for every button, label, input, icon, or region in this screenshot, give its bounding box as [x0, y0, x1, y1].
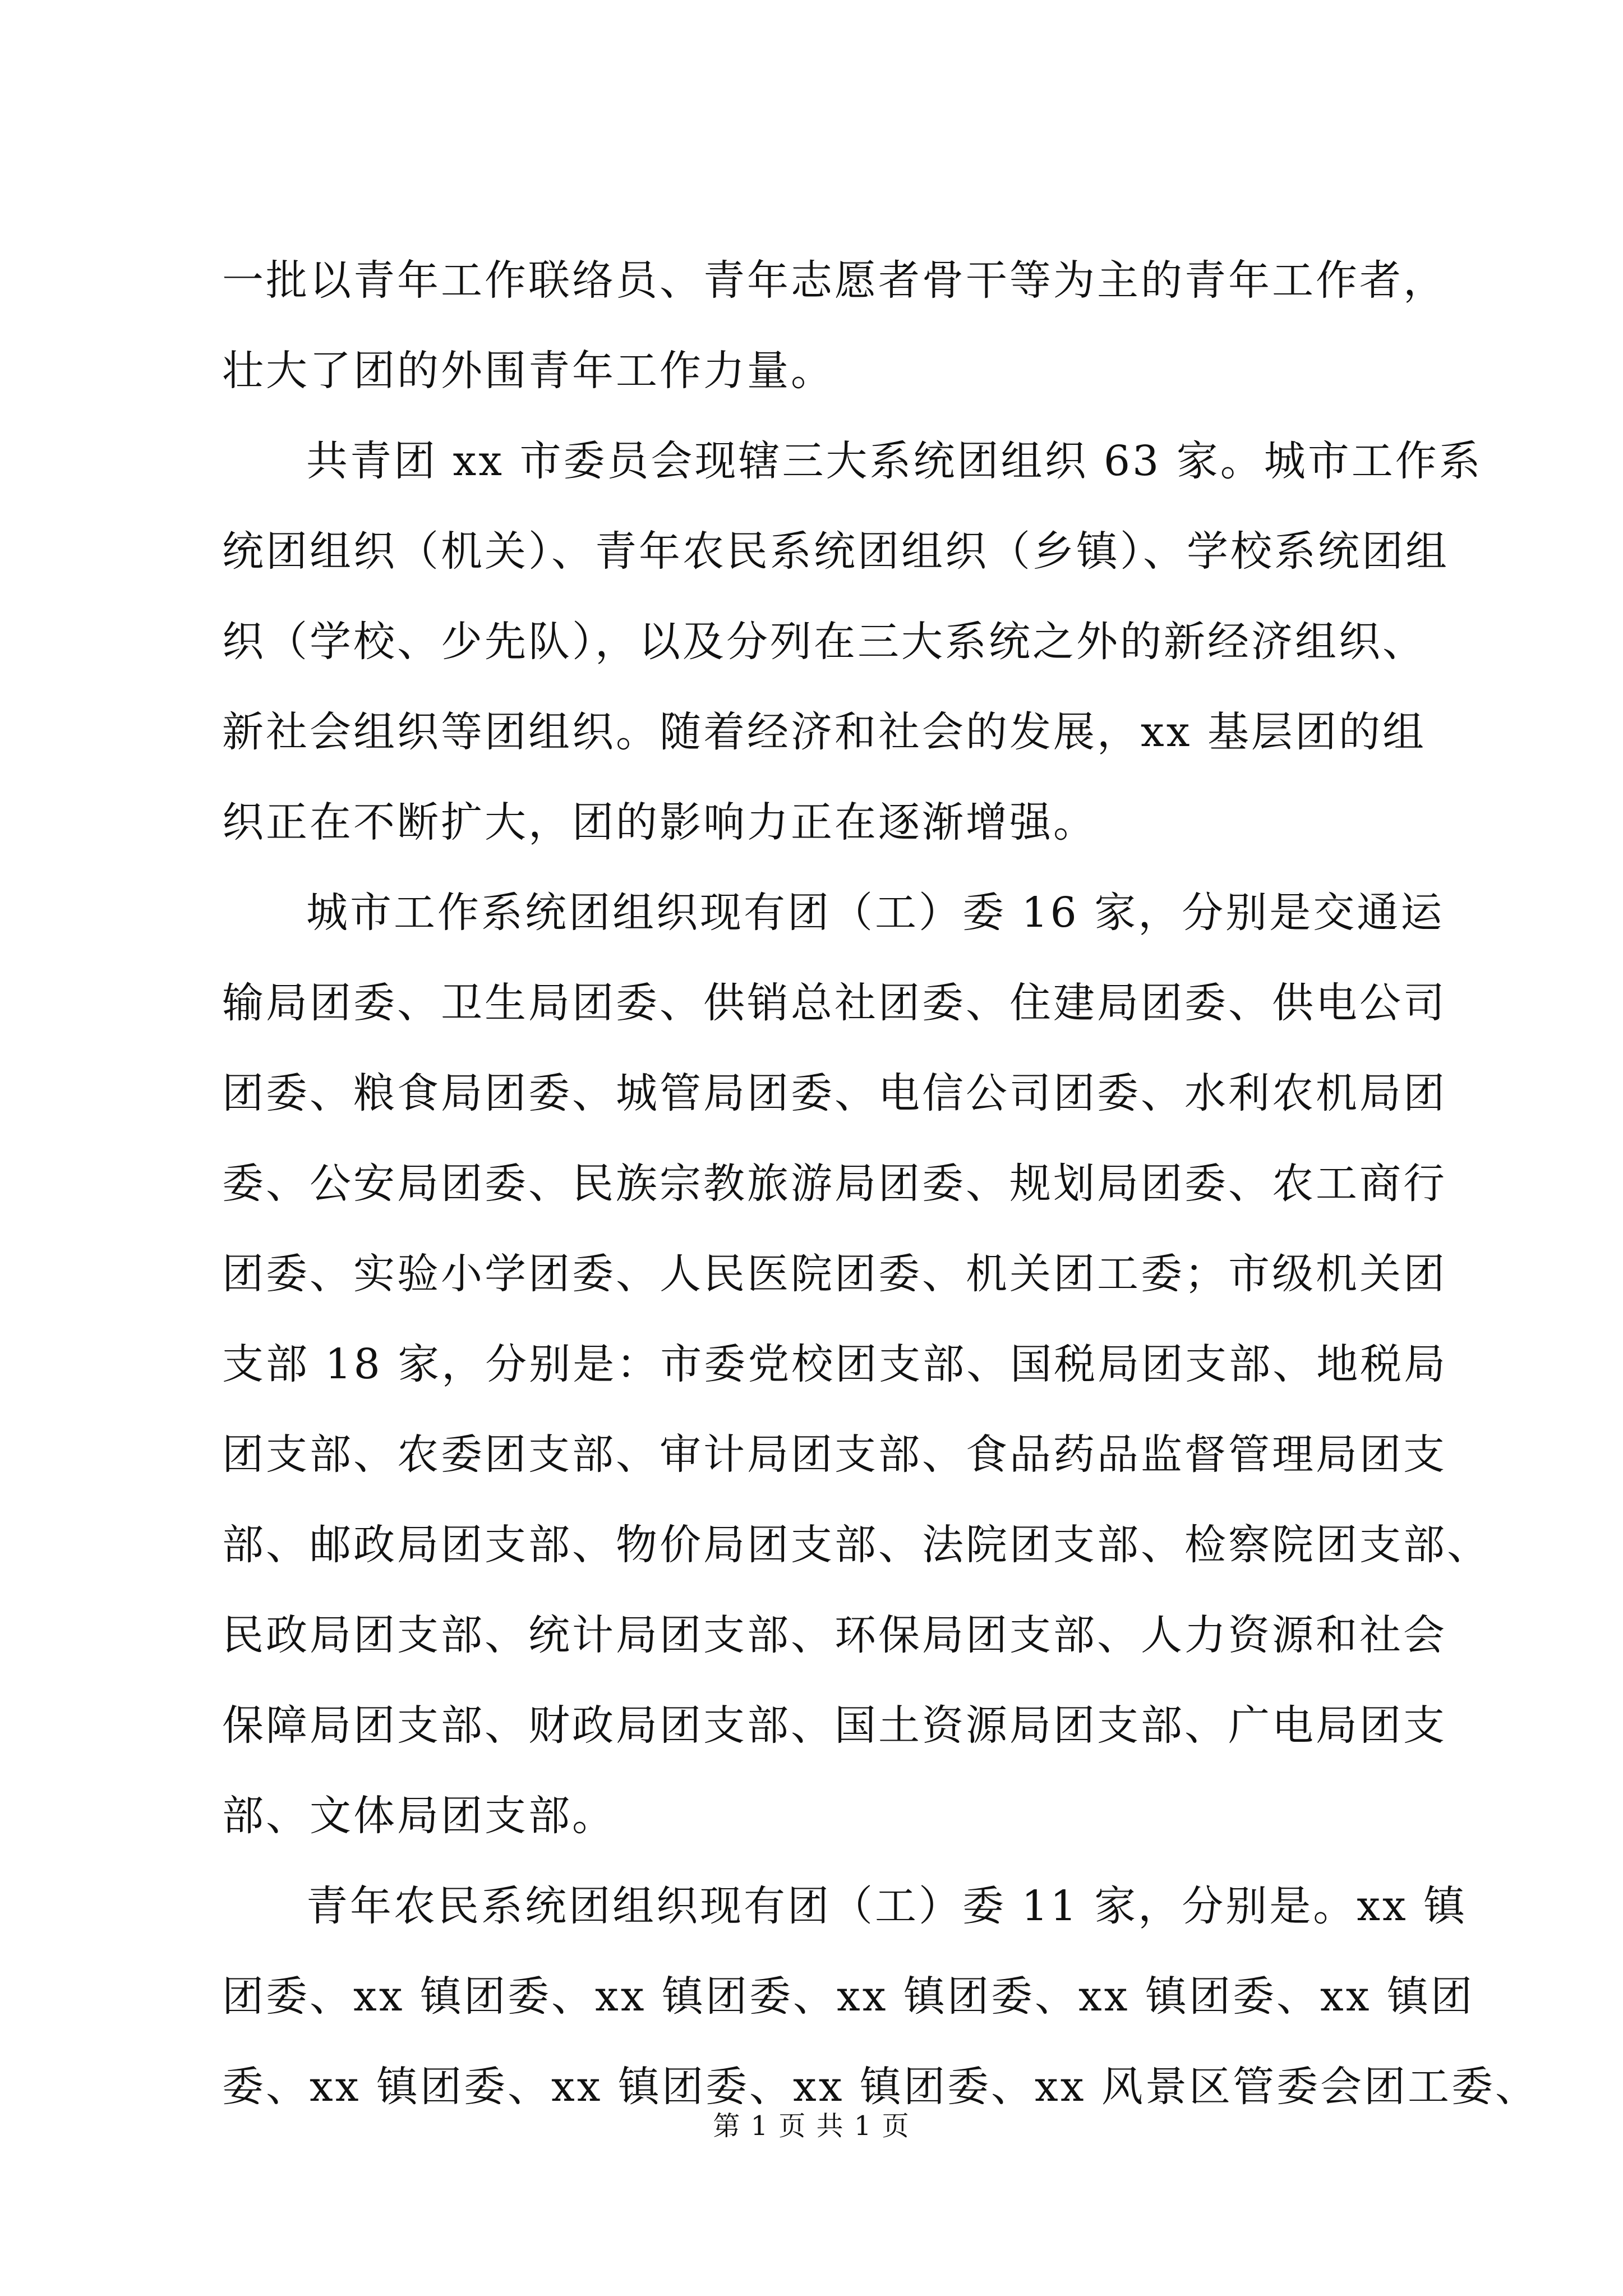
text-line: 共青团 xx 市委员会现辖三大系统团组织 63 家。城市工作系 — [306, 437, 1483, 485]
text-line: 团委、xx 镇团委、xx 镇团委、xx 镇团委、xx 镇团委、xx 镇团 — [222, 1972, 1474, 2021]
text-line: 输局团委、卫生局团委、供销总社团委、住建局团委、供电公司 — [222, 979, 1447, 1027]
text-line: 织（学校、少先队），以及分列在三大系统之外的新经济组织、 — [222, 618, 1426, 666]
text-line: 团委、实验小学团委、人民医院团委、机关团工委；市级机关团 — [222, 1250, 1447, 1298]
text-line: 团委、粮食局团委、城管局团委、电信公司团委、水利农机局团 — [222, 1069, 1447, 1117]
text-line: 委、公安局团委、民族宗教旅游局团委、规划局团委、农工商行 — [222, 1159, 1447, 1208]
text-line: 委、xx 镇团委、xx 镇团委、xx 镇团委、xx 风景区管委会团工委、 — [222, 2063, 1539, 2111]
text-line: 部、文体局团支部。 — [222, 1792, 616, 1840]
text-line: 织正在不断扩大，团的影响力正在逐渐增强。 — [222, 798, 1097, 846]
text-line: 新社会组织等团组织。随着经济和社会的发展，xx 基层团的组 — [222, 708, 1426, 756]
text-line: 民政局团支部、统计局团支部、环保局团支部、人力资源和社会 — [222, 1611, 1447, 1659]
text-line: 支部 18 家，分别是：市委党校团支部、国税局团支部、地税局 — [222, 1340, 1448, 1388]
text-line: 城市工作系统团组织现有团（工）委 16 家，分别是交通运 — [306, 889, 1445, 937]
text-line: 壮大了团的外围青年工作力量。 — [222, 347, 834, 395]
text-line: 一批以青年工作联络员、青年志愿者骨干等为主的青年工作者， — [222, 256, 1447, 305]
page-number-footer: 第 1 页 共 1 页 — [713, 2110, 910, 2142]
document-body — [222, 236, 1539, 2132]
text-line: 青年农民系统团组织现有团（工）委 11 家，分别是。xx 镇 — [306, 1882, 1468, 1930]
text-line: 团支部、农委团支部、审计局团支部、食品药品监督管理局团支 — [222, 1430, 1447, 1479]
text-line: 统团组织（机关）、青年农民系统团组织（乡镇）、学校系统团组 — [222, 527, 1449, 576]
text-line: 部、邮政局团支部、物价局团支部、法院团支部、检察院团支部、 — [222, 1521, 1491, 1569]
text-line: 保障局团支部、财政局团支部、国土资源局团支部、广电局团支 — [222, 1701, 1447, 1750]
